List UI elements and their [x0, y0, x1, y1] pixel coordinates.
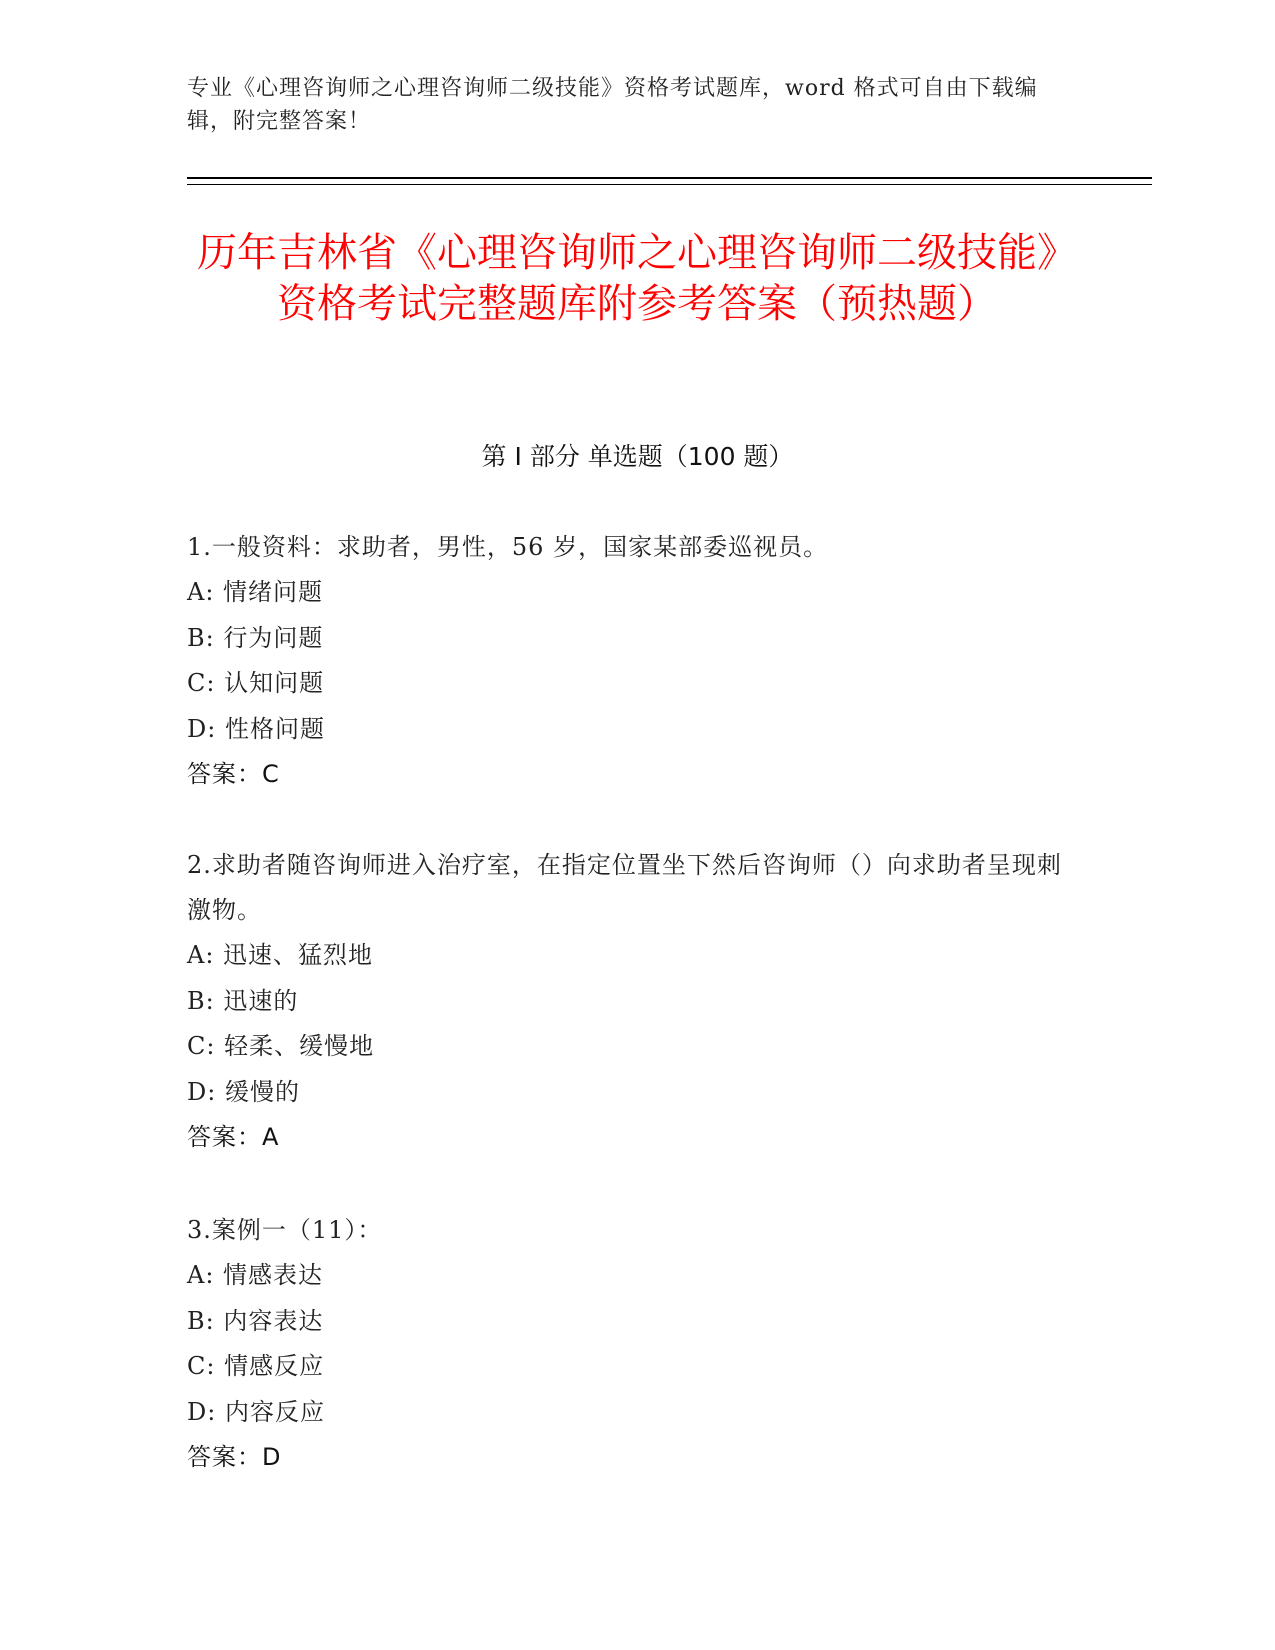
option-b: B: 行为问题 — [187, 623, 324, 652]
answer-value: A — [262, 1123, 280, 1151]
option-c: C: 轻柔、缓慢地 — [187, 1032, 375, 1060]
question-block — [187, 843, 1067, 1161]
option-c: C: 情感反应 — [187, 1352, 325, 1380]
question-stem: 3.案例一（11）： — [187, 1216, 383, 1244]
question-stem: 2.求助者随咨询师进入治疗室，在指定位置坐下然后咨询师（）向求助者呈现刺激物。 — [187, 851, 1062, 924]
option-d: D: 性格问题 — [187, 714, 325, 743]
question-block — [187, 525, 1067, 798]
option-b: B: 迅速的 — [187, 986, 299, 1015]
option-c: C: 认知问题 — [187, 669, 325, 697]
section-title: 第 I 部分 单选题（100 题） — [481, 442, 794, 471]
answer-value: C — [262, 760, 280, 788]
header-rule-thick — [187, 177, 1152, 179]
option-d: D: 内容反应 — [187, 1397, 325, 1426]
option-d: D: 缓慢的 — [187, 1077, 300, 1106]
option-b: B: 内容表达 — [187, 1306, 324, 1335]
answer-line — [187, 752, 1067, 798]
answer-label: 答案： — [187, 1123, 262, 1151]
answer-line — [187, 1115, 1067, 1161]
header-rule-thin — [187, 184, 1152, 185]
option-a: A: 情感表达 — [187, 1261, 324, 1289]
question-block — [187, 1208, 1067, 1481]
option-a: A: 情绪问题 — [187, 578, 324, 606]
option-a: A: 迅速、猛烈地 — [187, 941, 374, 969]
answer-label: 答案： — [187, 1443, 262, 1471]
header-note: 专业《心理咨询师之心理咨询师二级技能》资格考试题库，word 格式可自由下载编辑，附完整答案！ — [187, 76, 1038, 134]
question-stem: 1.一般资料：求助者，男性，56 岁，国家某部委巡视员。 — [187, 533, 829, 561]
answer-label: 答案： — [187, 760, 262, 788]
document-title: 历年吉林省《心理咨询师之心理咨询师二级技能》资格考试完整题库附参考答案（预热题） — [197, 230, 1077, 327]
answer-value: D — [262, 1443, 282, 1471]
answer-line — [187, 1435, 1067, 1481]
